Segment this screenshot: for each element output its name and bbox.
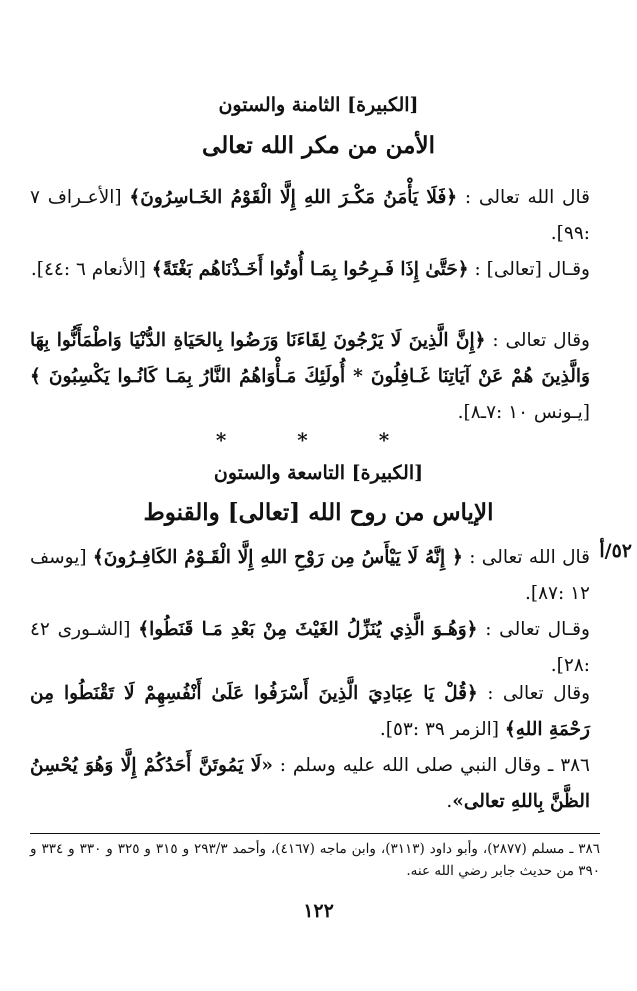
paragraph: [30, 612, 590, 684]
verse-reference: [يـونس ١٠ :٧ـ٨].: [457, 402, 590, 423]
quran-verse: ﴿ إِنَّهُ لَا يَيْأَسُ مِن رَوْحِ اللهِ إِلَّا الْقَـوْمُ الكَافِـرُونَ﴾: [92, 547, 463, 568]
paragraph: [30, 180, 590, 252]
paragraph-lead: ٣٨٦ ـ وقال النبي صلى الله عليه وسلم :: [279, 755, 590, 776]
paragraph: [30, 748, 590, 820]
footnote: ٣٨٦ ـ مسلم (٢٨٧٧)، وأبو داود (٣١١٣)، وابن ماجه (٤١٦٧)، وأحمد ٢٩٣/٣ و ٣١٥ و ٣٢٥ و ٣٣٠ و ٣٣٤ و ٣٩٠ من حديث جابر رضي الله عنه.: [30, 841, 600, 879]
margin-note: ٥٢/أ: [599, 540, 632, 562]
verse-reference: [الأعـراف ٧ :٩٩].: [30, 187, 590, 244]
quran-verse: ﴿وَهُـوَ الَّذِي يُنَزِّلُ الغَيْثَ مِنْ بَعْدِ مَـا قَنَطُوا﴾: [138, 619, 478, 640]
quran-verse: ﴿فَلَا يَأْمَنُ مَكْـرَ اللهِ إِلَّا الْقَوْمُ الخَـاسِرُونَ﴾: [129, 187, 458, 208]
page-number: ١٢٢: [303, 900, 334, 922]
paragraph-lead: وقـال [تعالى] :: [474, 259, 590, 280]
section-separator: * * *: [215, 428, 422, 452]
quran-verse: ﴿قُلْ يَا عِبَادِيَ الَّذِينَ أَسْرَفُوا عَلَىٰ أَنْفُسِهِمْ لَا تَقْنَطُوا مِن رَحْمَةِ اللهِ﴾: [30, 683, 590, 740]
verse-reference: [الزمر ٣٩ :٥٣].: [379, 719, 500, 740]
footnote-rule: [30, 833, 600, 834]
section-kicker: [الكبيرة] الثامنة والستون: [218, 94, 419, 116]
paragraph-lead: وقـال تعالى :: [485, 619, 590, 640]
hadith-end: .: [446, 791, 453, 812]
paragraph-lead: قال الله تعالى :: [469, 547, 590, 568]
section-title: الأمن من مكر الله تعالى: [202, 132, 435, 159]
verse-reference: [الشـورى ٤٢ :٢٨].: [30, 619, 590, 676]
paragraph-lead: وقال تعالى :: [487, 683, 590, 704]
paragraph-lead: قال الله تعالى :: [464, 187, 590, 208]
section-kicker: [الكبيرة] التاسعة والستون: [213, 462, 424, 484]
paragraph: [30, 252, 590, 288]
paragraph: [30, 676, 590, 748]
paragraph: [30, 540, 590, 612]
verse-reference: [يوسف ١٢ :٨٧].: [30, 547, 590, 604]
quran-verse: ﴿إِنَّ الَّذِينَ لَا يَرْجُونَ لِقَاءَنَا وَرَضُوا بِالحَيَاةِ الدُّنْيَا وَاطْمَأَنُّوا بِهَا وَالَّذِينَ هُمْ عَنْ آيَاتِنَا غَـافِلُونَ * أُولَئِكَ مَـأْوَاهُمُ النَّارُ بِمَـا كَانُـوا يَكْسِبُونَ ﴾: [30, 330, 590, 387]
verse-reference: [الأنعام ٦ :٤٤].: [30, 259, 146, 280]
paragraph: [30, 323, 590, 431]
paragraph-lead: وقال تعالى :: [492, 330, 590, 351]
quran-verse: ﴿حَتَّىٰ إِذَا فَـرِحُوا بِمَـا أُوتُوا أَخَـذْنَاهُم بَغْتَةً﴾: [151, 259, 469, 280]
hadith-text: «لَا يَمُوتَنَّ أَحَدُكُمْ إِلَّا وَهُوَ يُحْسِنُ الظَّنَّ بِاللهِ تعالى»: [30, 755, 590, 812]
section-title: الإياس من روح الله [تعالى] والقنوط: [143, 499, 494, 526]
